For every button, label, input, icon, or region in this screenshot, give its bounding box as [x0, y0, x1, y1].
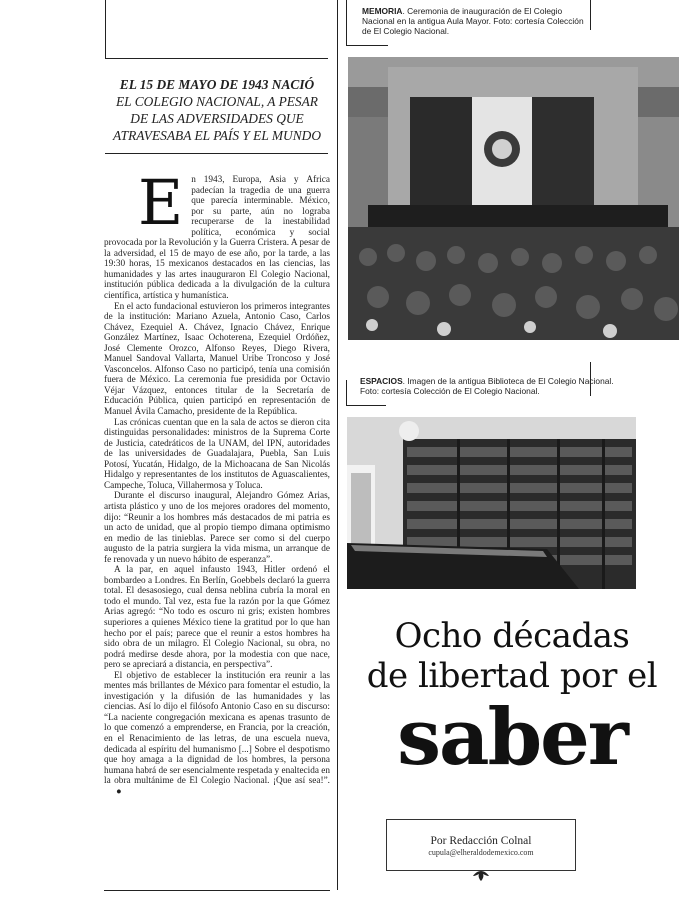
headline-line-3: saber [397, 692, 627, 783]
pull-quote-line: DE LAS ADVERSIDADES QUE [130, 111, 304, 126]
pull-quote [108, 76, 326, 144]
pull-quote-line: ATRAVESABA EL PAÍS Y EL MUNDO [112, 128, 321, 143]
article-paragraph-final: El objetivo de establecer la institución era reunir a las mentes más brillantes de México para fomentar el estudio, la investigación y la difusión de las humanidades y las ciencias. Así lo dijo el filósofo Antonio Caso en su discurso: “La naciente congregación mexicana es apenas trasunto de lo que comenzó a emprenderse, en Francia, por la creación, en el Renacimiento de las letras, de una escuela nueva, dedicada al espíritu del humanismo [...] Sobre el despotismo que hoy amaga a la dignidad de los hombres, la persona humana habrá de ser esencialmente respetada y enaltecida en la obra multánime de El Colegio Nacional. ¡Que así sea!”. [104, 670, 330, 787]
headline-line-2: de libertad por el [366, 656, 658, 696]
headline-line-1: Ocho décadas [394, 616, 630, 656]
caption-memoria [362, 6, 584, 36]
article-paragraph: Las crónicas cuentan que en la sala de actos se dieron cita distinguidas personalidades: ministros de la Suprema Corte de Justicia, catedráticos de la UNAM, del IPN, autoridades de las universidades de Guadalajara, Puebla, San Luis Potosí, Yucatán, Hidalgo, de la Michoacana de San Nicolás Hidalgo y representantes de los institutos de Aguascalientes, Campeche, Toluca, Villahermosa y Toluca. [104, 417, 330, 491]
caption-memoria-label: MEMORIA [362, 6, 403, 16]
photo-old-library [347, 417, 636, 589]
article-paragraph: En el acto fundacional estuvieron los primeros integrantes de la institución: Mariano Azuela, Antonio Caso, Carlos Chávez, Ezequiel A. Chávez, Ignacio Chávez, Enrique González Martínez, Isaac Ochoterena, Ezequiel Ordóñez, José Clemente Orozco, Alfonso Reyes, Diego Rivera, Manuel Sandoval Vallarta, Manuel Uribe Troncoso y José Vasconcelos. Alfonso Caso no participó, tenía una comisión fuera de México. La ceremonia fue presidida por Octavio Véjar Vázquez, entonces titular de la Secretaría de Educación Pública, quien participó en representación de Manuel Ávila Camacho, presidente de la República. [104, 301, 330, 418]
caption1-bracket-right [590, 0, 591, 30]
drop-cap: E [138, 175, 184, 239]
pull-quote-line: EL COLEGIO NACIONAL, A PESAR [116, 94, 318, 109]
pull-quote-line: EL 15 DE MAYO DE 1943 NACIÓ [119, 77, 315, 92]
photo-inauguration-illustration [348, 57, 679, 340]
photo-inauguration-ceremony [348, 57, 679, 340]
photo-library-illustration [347, 417, 636, 589]
byline-author: Por Redacción Colnal [430, 835, 532, 847]
article-paragraph: n 1943, Europa, Asia y África padecían la tragedia de una guerra que parecía interminable. México, por su parte, aún no lograba recuperarse de la inestabilidad política, económica y social provocada por la Revolución y la Guerra Cristera. A pesar de la adversidad, el 15 de mayo de ese año, por la tarde, a las 19:30 horas, 15 mexicanos destacados en las ciencias, las humanidades y las artes inauguraron El Colegio Nacional, institución pública dedicada a la divulgación de la cultura científica, artística y humanística. [104, 175, 330, 302]
top-left-vertical-rule [105, 0, 106, 58]
article-body [104, 175, 330, 892]
article-paragraph: Durante el discurso inaugural, Alejandro Gómez Arias, artista plástico y uno de los mejores oradores del momento, dijo: “Reunir a los hombres más destacados de mi patria es un acto de unidad, que al propio tiempo dimana optimismo en medio de las tinieblas. Parece ser como si del cuerpo augusto de la patria surgiera la vida misma, un arranque de fe renovada y un nuevo hábito de esperanza”. [104, 491, 330, 565]
end-mark-icon: ● [116, 786, 122, 797]
caption-memoria-text: . Ceremonia de inauguración de El Colegio Nacional en la antigua Aula Mayor. Foto: cortesía Colección de El Colegio Nacional. [362, 6, 584, 36]
article-paragraph: A la par, en aquel infausto 1943, Hitler ordenó el bombardeo a Londres. En Berlín, Goebbels declaró la guerra total. El desasosiego, cual densa neblina cubría la moral en todo el mundo. Tal vez, esta fue la razón por la que Gómez Arias agregó: “No todo es oscuro ni gris; existen hombres superiores a quienes México tiene la gratitud por lo que han hecho por el país; parece que el reunir a estos hombres ha sido obra de un milagro. El Colegio Nacional, su obra, no podrá medirse desde ahora, por la modestia con que nace, pero se apreciará a distancia, en perspectiva”. [104, 565, 330, 671]
pullquote-top-rule [105, 58, 328, 59]
caption-espacios-label: ESPACIOS [360, 376, 403, 386]
column-divider-rule [337, 0, 338, 890]
byline-box [386, 819, 576, 871]
headline [345, 616, 679, 783]
caption1-bracket-left [346, 0, 347, 46]
caption-espacios [360, 376, 622, 396]
caption1-bracket-bottom [346, 45, 388, 46]
article-paragraph [104, 671, 330, 798]
fleuron-icon [472, 870, 490, 882]
caption2-bracket-bottom [346, 405, 386, 406]
byline-email: cupula@elheraldodemexico.com [428, 848, 534, 857]
caption2-bracket-left [346, 380, 347, 406]
pullquote-bottom-rule [105, 153, 328, 154]
caption-espacios-text: . Imagen de la antigua Biblioteca de El Colegio Nacional. Foto: cortesía Colección de El Colegio Nacional. [360, 376, 614, 396]
